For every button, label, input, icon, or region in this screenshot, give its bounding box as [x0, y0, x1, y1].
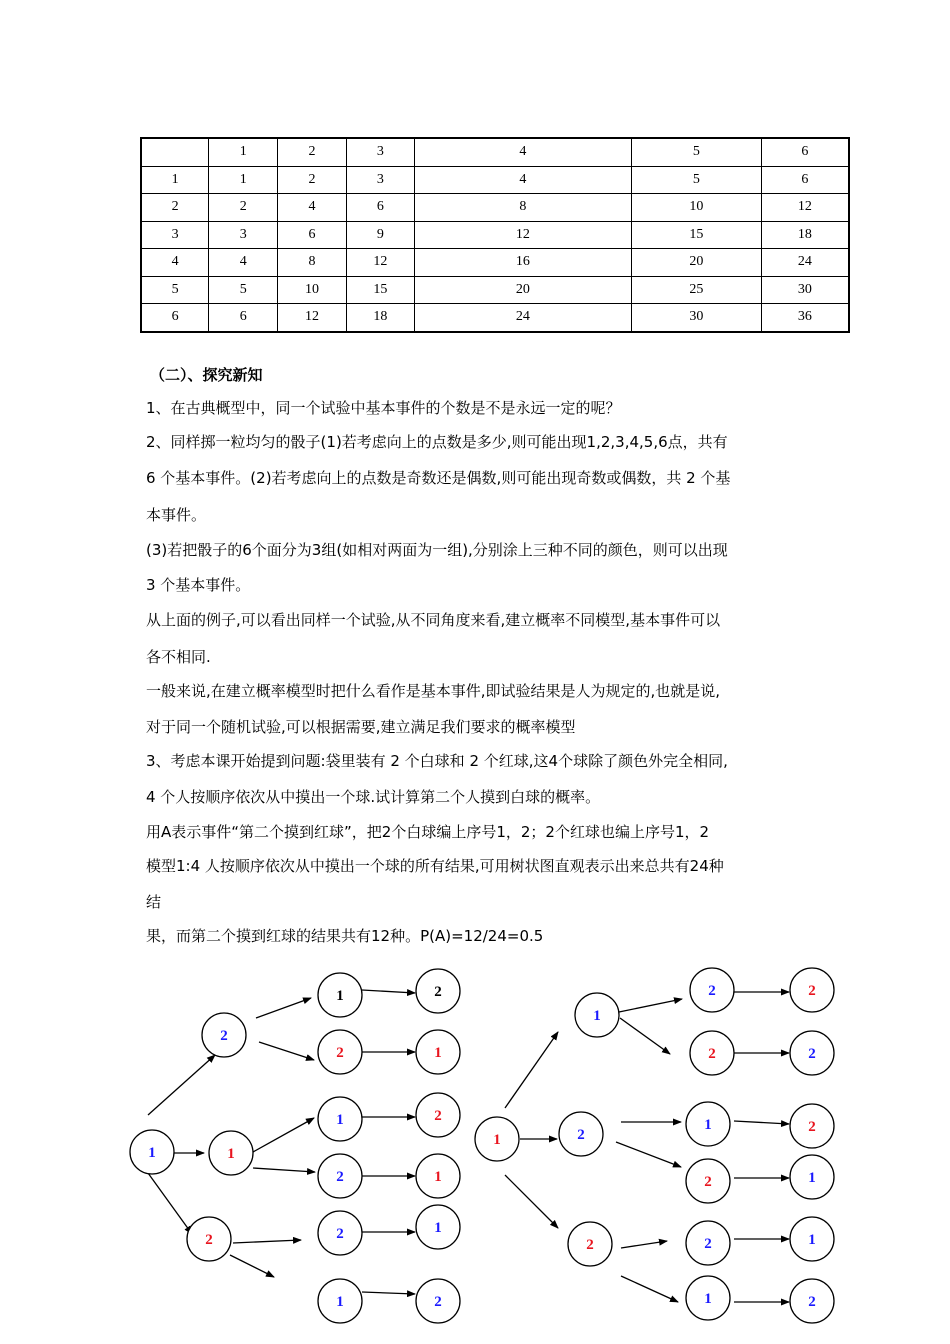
table-cell: 5 [632, 166, 762, 194]
table-cell: 30 [761, 276, 849, 304]
table-cell: 3 [346, 138, 414, 166]
table-cell: 5 [209, 276, 278, 304]
table-cell: 1 [209, 138, 278, 166]
table-cell: 12 [414, 221, 631, 249]
table-cell: 6 [278, 221, 347, 249]
tree-node-label: 1 [227, 1146, 235, 1162]
table-cell: 9 [346, 221, 414, 249]
tree-node-label: 1 [336, 988, 344, 1004]
tree-node-label: 2 [577, 1127, 585, 1143]
tree-edge [259, 1042, 314, 1060]
table-cell: 2 [209, 194, 278, 222]
table-cell: 12 [761, 194, 849, 222]
tree-node-label: 1 [434, 1169, 442, 1185]
table-cell: 4 [209, 249, 278, 277]
table-header-row [141, 138, 849, 166]
tree-node-label: 2 [708, 983, 716, 999]
table-cell: 5 [141, 276, 209, 304]
tree-node-label: 2 [220, 1028, 228, 1044]
table-cell: 6 [209, 304, 278, 332]
tree-edge [230, 1255, 274, 1277]
tree-edge [734, 1121, 789, 1124]
text-line: 本事件。 [146, 506, 207, 524]
table-row [141, 304, 849, 332]
tree-node-label: 2 [336, 1169, 344, 1185]
tree-node-label: 2 [708, 1046, 716, 1062]
text-line: 用A表示事件“第二个摸到红球”，把2个白球编上序号1，2；2个红球也编上序号1，2 [146, 823, 710, 841]
tree-node-label: 2 [704, 1236, 712, 1252]
tree-node-label: 1 [493, 1132, 501, 1148]
text-line: 模型1:4 人按顺序依次从中摸出一个球的所有结果,可用树状图直观表示出来总共有24种 [146, 857, 724, 875]
table-cell: 20 [632, 249, 762, 277]
table-cell: 24 [761, 249, 849, 277]
tree-node-label: 1 [434, 1045, 442, 1061]
table-cell: 18 [761, 221, 849, 249]
tree-edge [620, 1018, 670, 1054]
table-cell: 15 [346, 276, 414, 304]
table-row [141, 276, 849, 304]
tree-edge [253, 1118, 314, 1152]
table-row [141, 221, 849, 249]
tree-node-label: 2 [336, 1226, 344, 1242]
section-title: （二）、探究新知 [150, 366, 263, 384]
tree-node-label: 1 [704, 1117, 712, 1133]
table-cell: 18 [346, 304, 414, 332]
table-cell: 3 [209, 221, 278, 249]
table-cell: 8 [414, 194, 631, 222]
tree-node-label: 1 [434, 1220, 442, 1236]
tree-node-label: 1 [593, 1008, 601, 1024]
text-line: 4 个人按顺序依次从中摸出一个球.试计算第二个人摸到白球的概率。 [146, 788, 601, 806]
text-line: 结 [146, 893, 162, 911]
tree-edge [253, 1168, 315, 1172]
tree-edge [621, 1276, 678, 1302]
tree-edge [505, 1175, 558, 1228]
table-cell: 1 [209, 166, 278, 194]
tree-node-label: 2 [434, 1294, 442, 1310]
table-cell: 6 [761, 166, 849, 194]
tree-edge [233, 1240, 301, 1243]
tree-node-label: 2 [808, 1119, 816, 1135]
tree-edge [148, 1173, 192, 1234]
table-cell: 4 [414, 166, 631, 194]
table-cell: 4 [414, 138, 631, 166]
table-row [141, 194, 849, 222]
table-cell: 3 [346, 166, 414, 194]
tree-node-label: 2 [808, 1294, 816, 1310]
tree-node-label: 2 [336, 1045, 344, 1061]
table-cell: 15 [632, 221, 762, 249]
table-cell: 25 [632, 276, 762, 304]
text-line: 果，而第二个摸到红球的结果共有12种。P(A)=12/24=0.5 [146, 927, 544, 945]
tree-node-label: 2 [434, 984, 442, 1000]
tree-diagram [0, 955, 950, 1344]
table-cell: 24 [414, 304, 631, 332]
tree-node-label: 2 [704, 1174, 712, 1190]
tree-edge [148, 1055, 215, 1115]
table-cell: 4 [278, 194, 347, 222]
tree-edge [362, 1292, 415, 1294]
tree-node-label: 2 [808, 1046, 816, 1062]
table-cell: 6 [761, 138, 849, 166]
tree-node-label: 1 [336, 1112, 344, 1128]
tree-edge [621, 1241, 667, 1248]
table-cell: 8 [278, 249, 347, 277]
tree-node-label: 1 [808, 1170, 816, 1186]
table-row [141, 249, 849, 277]
multiplication-table [140, 137, 850, 333]
text-line: (3)若把骰子的6个面分为3组(如相对两面为一组),分别涂上三种不同的颜色，则可以出现 [146, 541, 728, 559]
tree-edge [619, 999, 682, 1012]
table-cell: 1 [141, 166, 209, 194]
table-cell: 6 [346, 194, 414, 222]
table-cell: 10 [278, 276, 347, 304]
table-cell: 12 [278, 304, 347, 332]
table-cell: 10 [632, 194, 762, 222]
text-line: 对于同一个随机试验,可以根据需要,建立满足我们要求的概率模型 [146, 718, 576, 736]
table-cell: 2 [278, 138, 347, 166]
tree-node-label: 1 [148, 1145, 156, 1161]
tree-node-label: 2 [434, 1108, 442, 1124]
text-line: 一般来说,在建立概率模型时把什么看作是基本事件,即试验结果是人为规定的,也就是说, [146, 682, 721, 700]
table-cell: 30 [632, 304, 762, 332]
table-cell: 5 [632, 138, 762, 166]
table-cell: 6 [141, 304, 209, 332]
table-cell [141, 138, 209, 166]
tree-edge [256, 998, 311, 1018]
table-cell: 20 [414, 276, 631, 304]
tree-edge [362, 990, 415, 993]
table-cell: 2 [278, 166, 347, 194]
tree-edge [616, 1142, 681, 1167]
text-line: 2、同样掷一粒均匀的骰子(1)若考虑向上的点数是多少,则可能出现1,2,3,4,5,6点，共有 [146, 433, 728, 451]
text-line: 1、在古典概型中，同一个试验中基本事件的个数是不是永远一定的呢？ [146, 399, 621, 417]
text-line: 3、考虑本课开始提到问题:袋里装有 2 个白球和 2 个红球,这4个球除了颜色外完全相同, [146, 752, 728, 770]
tree-node-label: 1 [704, 1291, 712, 1307]
text-line: 6 个基本事件。(2)若考虑向上的点数是奇数还是偶数,则可能出现奇数或偶数，共 2 个基 [146, 469, 731, 487]
text-line: 从上面的例子,可以看出同样一个试验,从不同角度来看,建立概率不同模型,基本事件可以 [146, 611, 721, 629]
tree-node-label: 1 [336, 1294, 344, 1310]
tree-node-label: 1 [808, 1232, 816, 1248]
text-line: 3 个基本事件。 [146, 576, 251, 594]
tree-node-label: 2 [205, 1232, 213, 1248]
tree-node-label: 2 [586, 1237, 594, 1253]
table-cell: 16 [414, 249, 631, 277]
table-cell: 36 [761, 304, 849, 332]
text-line: 各不相同. [146, 648, 211, 666]
tree-node-label: 2 [808, 983, 816, 999]
table-row [141, 166, 849, 194]
table-cell: 3 [141, 221, 209, 249]
table-cell: 4 [141, 249, 209, 277]
tree-edge [505, 1032, 558, 1108]
table-cell: 2 [141, 194, 209, 222]
table-cell: 12 [346, 249, 414, 277]
